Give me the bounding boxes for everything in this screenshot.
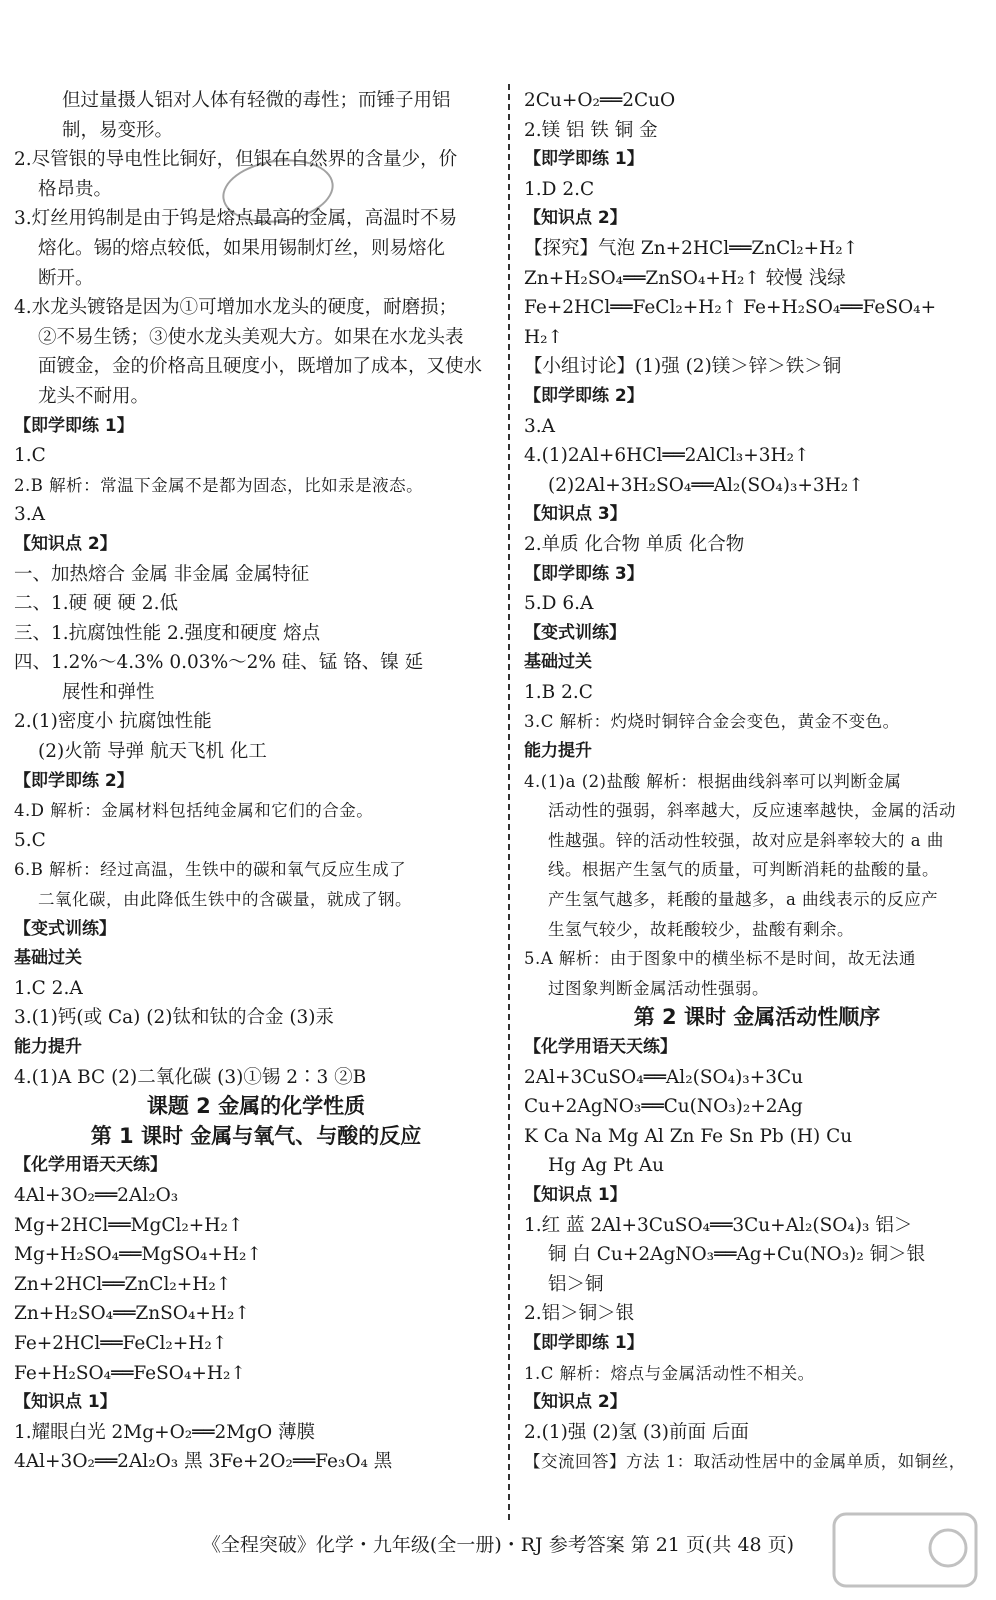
answer-line: Hg Ag Pt Au bbox=[548, 1155, 664, 1177]
site-logo-watermark bbox=[830, 1510, 980, 1590]
section-heading: 【变式训练】 bbox=[14, 918, 116, 939]
answer-line: 2.铝＞铜＞银 bbox=[524, 1303, 635, 1325]
answer-line: 4.(1)A BC (2)二氧化碳 (3)①锡 2∶3 ②B bbox=[14, 1066, 367, 1088]
answer-line: 5.D 6.A bbox=[524, 593, 594, 615]
answer-line: 产生氢气越多，耗酸的量越多，a 曲线表示的反应产 bbox=[548, 890, 939, 910]
section-heading: 能力提升 bbox=[524, 741, 592, 762]
answer-line: 4.D 解析：金属材料包括纯金属和它们的合金。 bbox=[14, 801, 374, 821]
answer-line: 4.(1)a (2)盐酸 解析：根据曲线斜率可以判断金属 bbox=[524, 771, 902, 791]
answer-line: 2.尽管银的导电性比铜好，但银在自然界的含量少，价 bbox=[14, 149, 458, 171]
answer-line: 展性和弹性 bbox=[62, 681, 155, 703]
answer-line: 【探究】气泡 Zn+2HCl══ZnCl₂+H₂↑ bbox=[524, 237, 859, 259]
section-heading: 【即学即练 1】 bbox=[524, 149, 644, 170]
answer-line: 4Al+3O₂══2Al₂O₃ bbox=[14, 1184, 179, 1206]
answer-line: 制，易变形。 bbox=[62, 119, 174, 141]
answer-line: 3.A bbox=[14, 504, 46, 526]
answer-line: Zn+H₂SO₄══ZnSO₄+H₂↑ 较慢 浅绿 bbox=[524, 267, 846, 289]
answer-line: 四、1.2%～4.3% 0.03%～2% 硅、锰 铬、镍 延 bbox=[14, 652, 424, 674]
answer-line: 一、加热熔合 金属 非金属 金属特征 bbox=[14, 563, 310, 585]
answer-line: Fe+H₂SO₄══FeSO₄+H₂↑ bbox=[14, 1362, 246, 1384]
answer-line: 2.单质 化合物 单质 化合物 bbox=[524, 533, 745, 555]
section-heading: 【变式训练】 bbox=[524, 622, 626, 643]
section-heading: 【知识点 2】 bbox=[524, 208, 627, 229]
answer-line: 熔化。锡的熔点较低，如果用锡制灯丝，则易熔化 bbox=[38, 237, 446, 259]
section-heading: 能力提升 bbox=[14, 1037, 82, 1057]
section-heading: 基础过关 bbox=[524, 652, 592, 673]
section-title: 第 2 课时 金属活动性顺序 bbox=[633, 1005, 881, 1030]
answer-line: 6.B 解析：经过高温，生铁中的碳和氧气反应生成了 bbox=[14, 860, 407, 880]
answer-line: 活动性的强弱，斜率越大，反应速率越快，金属的活动 bbox=[548, 801, 956, 821]
section-heading: 【即学即练 2】 bbox=[14, 770, 134, 791]
section-heading: 【化学用语天天练】 bbox=[524, 1037, 677, 1057]
answer-line: 1.红 蓝 2Al+3CuSO₄══3Cu+Al₂(SO₄)₃ 铝＞ bbox=[524, 1214, 913, 1236]
section-heading: 基础过关 bbox=[14, 948, 82, 969]
answer-line: 线。根据产生氢气的质量，可判断消耗的盐酸的量。 bbox=[548, 860, 939, 880]
section-heading: 【知识点 2】 bbox=[524, 1392, 627, 1413]
answer-line: 3.灯丝用钨制是由于钨是熔点最高的金属，高温时不易 bbox=[14, 208, 458, 230]
answer-line: 龙头不耐用。 bbox=[38, 385, 150, 407]
answer-line: 2.B 解析：常温下金属不是都为固态，比如汞是液态。 bbox=[14, 475, 424, 495]
answer-line: H₂↑ bbox=[524, 326, 564, 348]
section-heading: 【知识点 1】 bbox=[14, 1392, 117, 1413]
answer-line: 4.(1)2Al+6HCl══2AlCl₃+3H₂↑ bbox=[524, 445, 810, 467]
section-heading: 【知识点 1】 bbox=[524, 1184, 627, 1205]
answer-line: 面镀金，金的价格高且硬度小，既增加了成本，又使水 bbox=[38, 356, 483, 378]
section-heading: 【化学用语天天练】 bbox=[14, 1155, 167, 1176]
answer-line: 但过量摄人铝对人体有轻微的毒性；而锤子用铝 bbox=[62, 90, 451, 111]
answer-line: 3.A bbox=[524, 415, 556, 437]
answer-line: Mg+H₂SO₄══MgSO₄+H₂↑ bbox=[14, 1244, 262, 1266]
answer-line: 1.C 解析：熔点与金属活动性不相关。 bbox=[524, 1363, 815, 1383]
answer-line: 二、1.硬 硬 硬 2.低 bbox=[14, 593, 178, 615]
answer-line: Cu+2AgNO₃══Cu(NO₃)₂+2Ag bbox=[524, 1096, 803, 1118]
answer-line: Mg+2HCl══MgCl₂+H₂↑ bbox=[14, 1214, 244, 1236]
section-heading: 【即学即练 1】 bbox=[14, 415, 134, 436]
answer-line: 性越强。锌的活动性较强，故对应是斜率较大的 a 曲 bbox=[548, 830, 944, 850]
answer-line: 4Al+3O₂══2Al₂O₃ 黑 3Fe+2O₂══Fe₃O₄ 黑 bbox=[14, 1451, 393, 1473]
answer-line: 格昂贵。 bbox=[38, 178, 113, 200]
column-divider bbox=[508, 84, 510, 1520]
answer-line: (2)2Al+3H₂SO₄══Al₂(SO₄)₃+3H₂↑ bbox=[548, 474, 864, 496]
page-footer: 《全程突破》化学・九年级(全一册)・RJ 参考答案 第 21 页(共 48 页) bbox=[201, 1534, 795, 1556]
answer-line: 3.(1)钙(或 Ca) (2)钛和钛的合金 (3)汞 bbox=[14, 1007, 335, 1029]
answer-line: ②不易生锈；③使水龙头美观大方。如果在水龙头表 bbox=[38, 326, 464, 348]
answer-line: 5.C bbox=[14, 829, 46, 851]
answer-line: 二氧化碳，由此降低生铁中的含碳量，就成了钢。 bbox=[38, 890, 412, 910]
answer-line: 1.D 2.C bbox=[524, 178, 595, 200]
section-title: 课题 2 金属的化学性质 bbox=[146, 1094, 366, 1119]
answer-line: 5.A 解析：由于图象中的横坐标不是时间，故无法通 bbox=[524, 949, 916, 969]
answer-line: Zn+H₂SO₄══ZnSO₄+H₂↑ bbox=[14, 1303, 250, 1325]
answer-line: 铝＞铜 bbox=[548, 1273, 604, 1295]
answer-line: 【交流回答】方法 1：取活动性居中的金属单质，如铜丝， bbox=[524, 1452, 966, 1472]
section-heading: 【即学即练 1】 bbox=[524, 1332, 644, 1353]
answer-line: 过图象判断金属活动性强弱。 bbox=[548, 978, 769, 998]
answer-line: 三、1.抗腐蚀性能 2.强度和硬度 熔点 bbox=[14, 622, 321, 644]
section-heading: 【即学即练 3】 bbox=[524, 563, 644, 584]
left-column bbox=[14, 86, 498, 1477]
answer-line: 2.(1)强 (2)氢 (3)前面 后面 bbox=[524, 1421, 749, 1443]
answer-line: 生氢气较少，故耗酸较少，盐酸有剩余。 bbox=[548, 919, 854, 939]
answer-line: 4.水龙头镀铬是因为①可增加水龙头的硬度，耐磨损； bbox=[14, 297, 458, 319]
answer-line: 【小组讨论】(1)强 (2)镁＞锌＞铁＞铜 bbox=[524, 356, 842, 378]
answer-line: 1.B 2.C bbox=[524, 681, 593, 703]
answer-line: Zn+2HCl══ZnCl₂+H₂↑ bbox=[14, 1273, 232, 1295]
answer-line: 2Al+3CuSO₄══Al₂(SO₄)₃+3Cu bbox=[524, 1066, 804, 1088]
answer-line: K Ca Na Mg Al Zn Fe Sn Pb (H) Cu bbox=[524, 1125, 853, 1147]
right-column bbox=[524, 86, 990, 1477]
answer-line: 1.耀眼白光 2Mg+O₂══2MgO 薄膜 bbox=[14, 1421, 316, 1443]
answer-line: Fe+2HCl══FeCl₂+H₂↑ Fe+H₂SO₄══FeSO₄+ bbox=[524, 297, 937, 319]
answer-line: 铜 白 Cu+2AgNO₃══Ag+Cu(NO₃)₂ 铜＞银 bbox=[548, 1244, 926, 1266]
answer-line: Fe+2HCl══FeCl₂+H₂↑ bbox=[14, 1332, 228, 1354]
answer-line: 2.镁 铝 铁 铜 金 bbox=[524, 119, 658, 141]
answer-line: 1.C bbox=[14, 445, 46, 467]
answer-line: 3.C 解析：灼烧时铜锌合金会变色，黄金不变色。 bbox=[524, 712, 900, 732]
section-heading: 【知识点 2】 bbox=[14, 533, 117, 554]
section-heading: 【知识点 3】 bbox=[524, 504, 627, 525]
answer-line: 2Cu+O₂══2CuO bbox=[524, 90, 676, 111]
section-title: 第 1 课时 金属与氧气、与酸的反应 bbox=[90, 1123, 422, 1148]
section-heading: 【即学即练 2】 bbox=[524, 385, 644, 406]
answer-line: 1.C 2.A bbox=[14, 977, 83, 999]
answer-line: 断开。 bbox=[38, 267, 94, 289]
answer-line: 2.(1)密度小 抗腐蚀性能 bbox=[14, 711, 212, 733]
answer-line: (2)火箭 导弹 航天飞机 化工 bbox=[38, 741, 267, 763]
